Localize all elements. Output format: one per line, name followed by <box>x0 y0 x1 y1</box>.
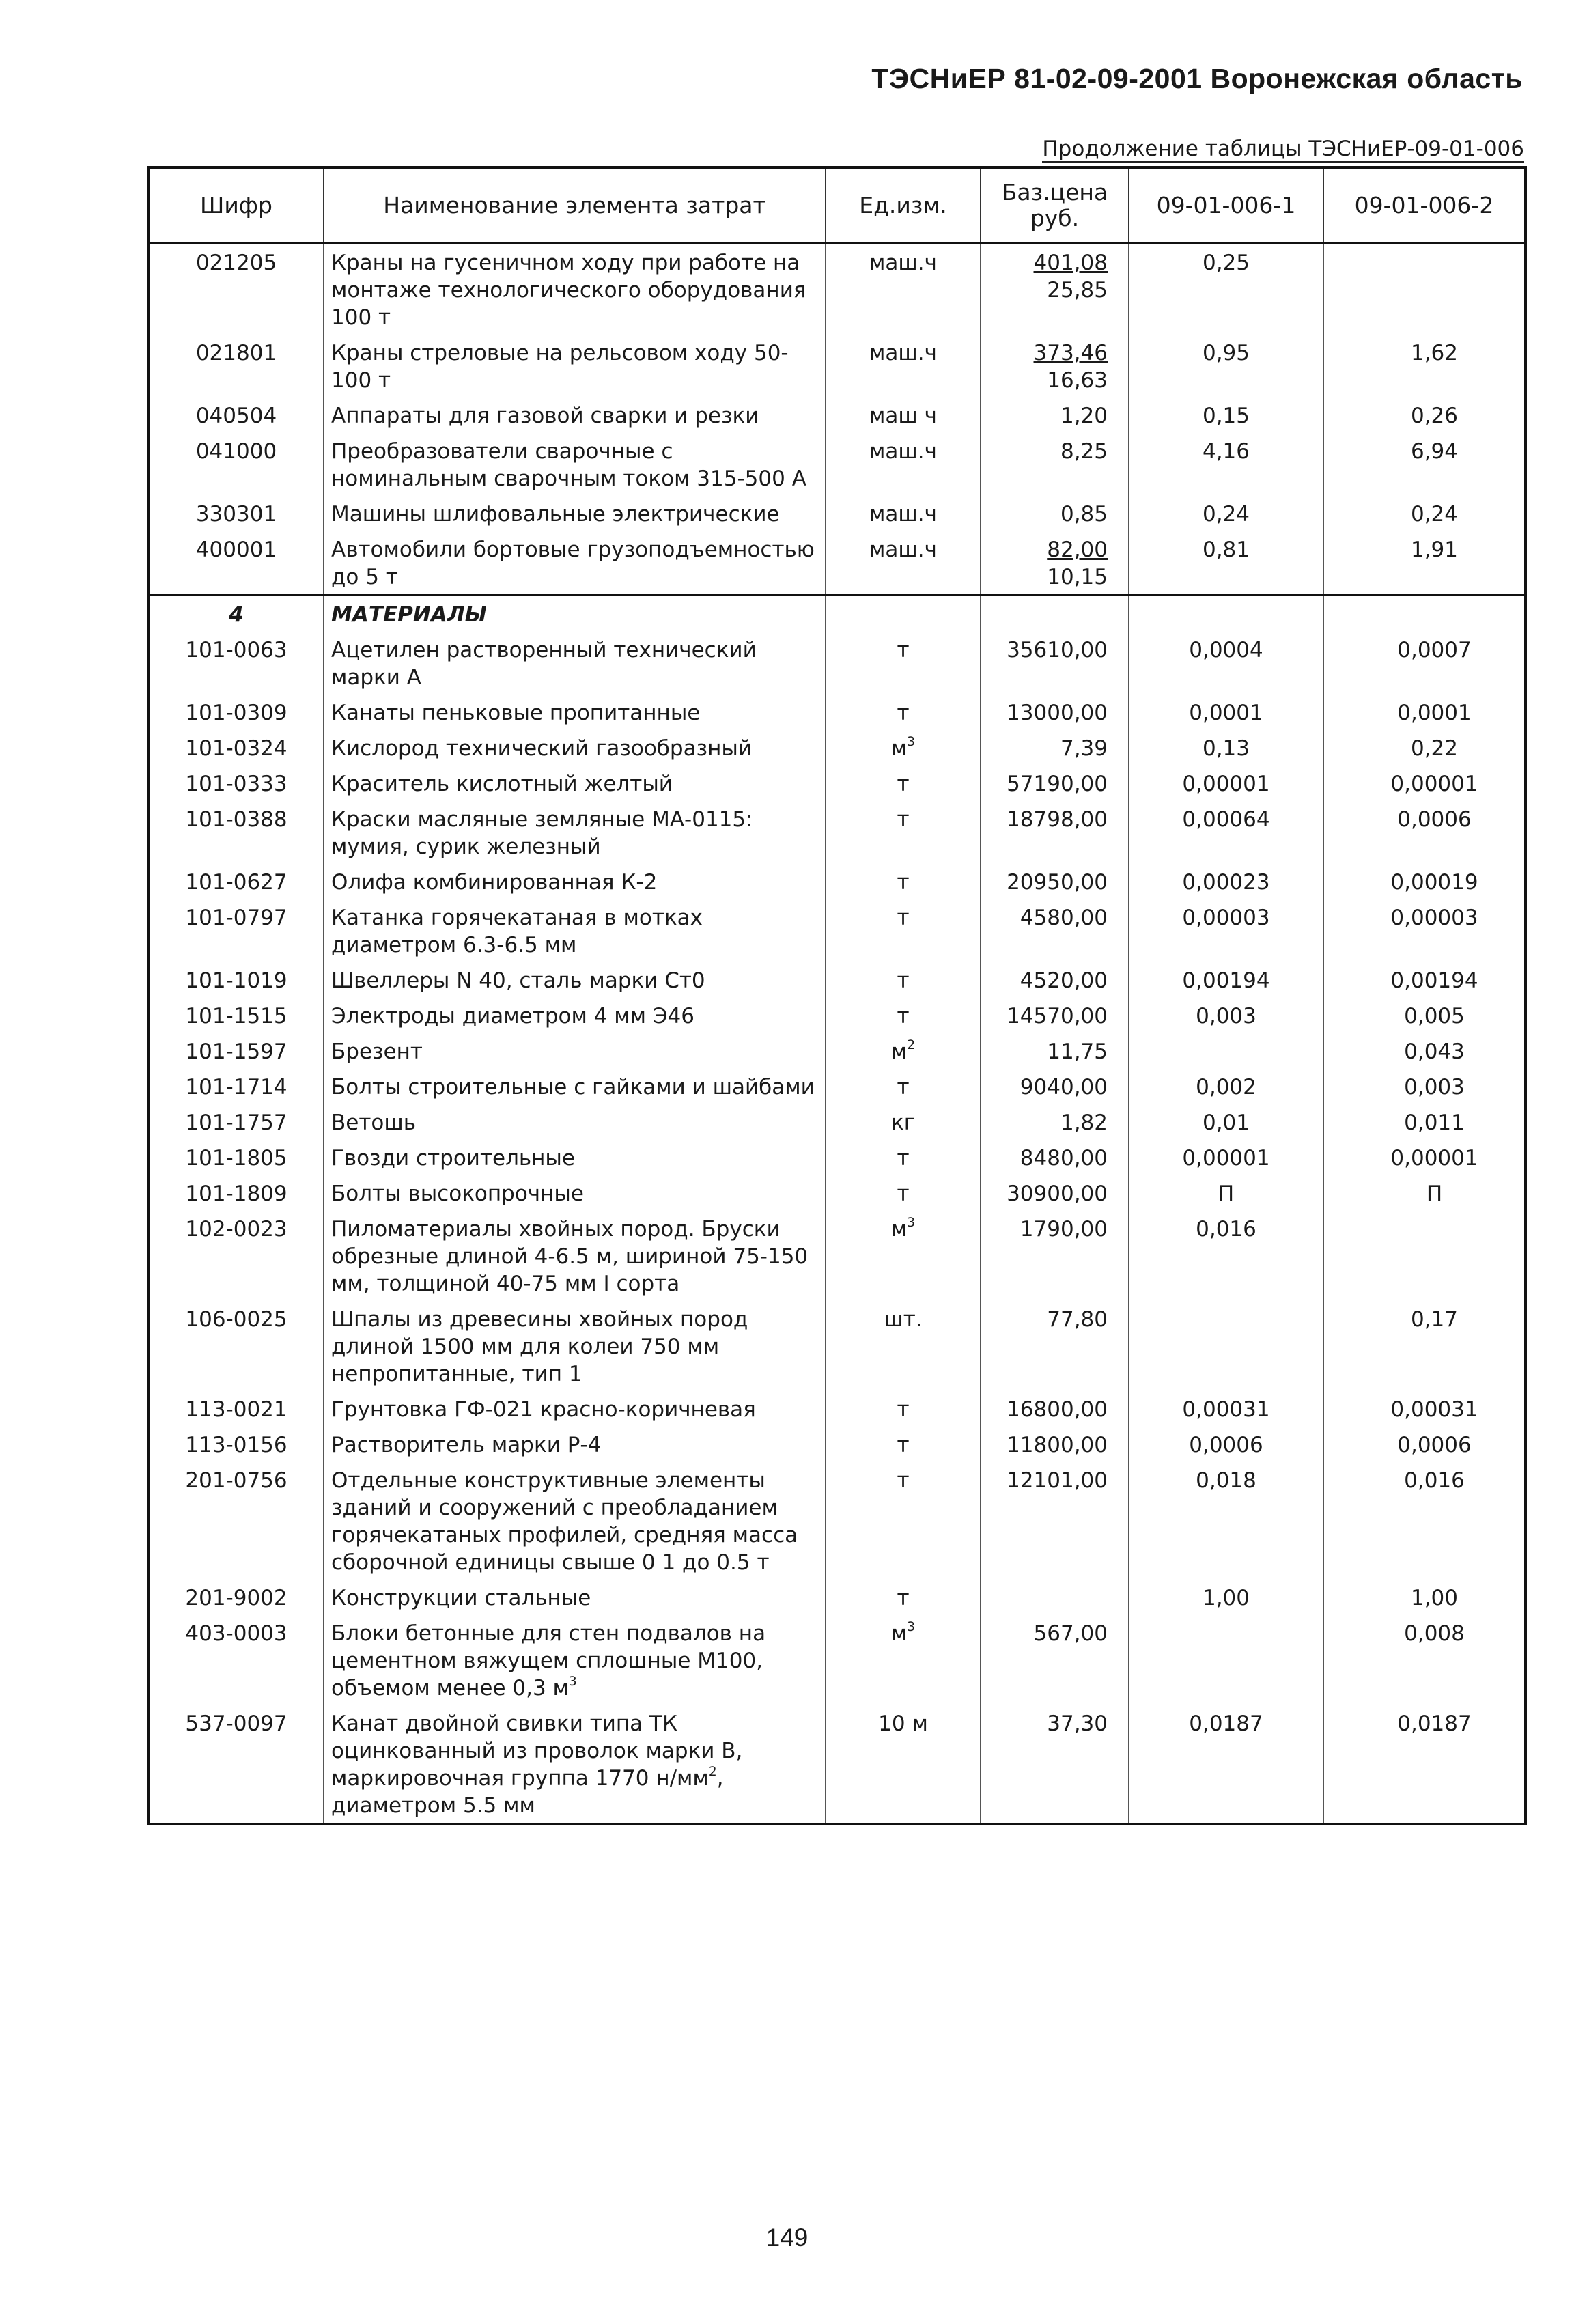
row-norm-1: 0,00023 <box>1129 864 1323 899</box>
row-norm-2: 0,003 <box>1323 1069 1526 1104</box>
row-name: Краны на гусеничном ходу при работе на монтаже технологического оборудования 100 т <box>324 243 826 335</box>
row-unit: $м^2$ <box>826 1033 981 1069</box>
row-code: 101-1597 <box>185 1039 287 1064</box>
row-code: 403-0003 <box>185 1621 287 1646</box>
row-norm-1: 0,00003 <box>1129 899 1323 962</box>
price-wage: 25,85 <box>1047 278 1108 303</box>
row-name: Гвозди строительные <box>324 1140 826 1175</box>
row-unit: т <box>826 998 981 1033</box>
row-norm-2: 1,00 <box>1323 1580 1526 1615</box>
row-unit: т <box>826 1175 981 1211</box>
section-title: МАТЕРИАЛЫ <box>324 596 826 632</box>
row-norm-2: 6,94 <box>1323 433 1526 496</box>
row-name: Кислород технический газообразный <box>324 730 826 766</box>
row-norm-1: 0,016 <box>1129 1211 1323 1301</box>
table-row <box>148 1462 1526 1580</box>
table-caption <box>819 137 1524 163</box>
row-norm-2: 0,016 <box>1323 1462 1526 1580</box>
row-norm-1: 0,0001 <box>1129 695 1323 730</box>
cost-table <box>147 166 1527 1825</box>
row-norm-2: 0,011 <box>1323 1104 1526 1140</box>
row-norm-1: 0,00031 <box>1129 1391 1323 1427</box>
row-price <box>981 335 1129 397</box>
row-code: 113-0021 <box>185 1397 287 1422</box>
row-unit: т <box>826 695 981 730</box>
row-price: 12101,00 <box>981 1462 1129 1580</box>
row-unit: т <box>826 801 981 864</box>
row-unit: т <box>826 864 981 899</box>
row-unit: маш.ч <box>826 496 981 531</box>
row-norm-2 <box>1323 1211 1526 1301</box>
row-code: 101-0324 <box>185 736 287 761</box>
row-norm-2: 1,62 <box>1323 335 1526 397</box>
table-row <box>148 1069 1526 1104</box>
row-price: 37,30 <box>981 1705 1129 1824</box>
row-unit: маш.ч <box>826 531 981 596</box>
row-norm-1: 0,13 <box>1129 730 1323 766</box>
row-norm-2: 0,0006 <box>1323 1427 1526 1462</box>
row-unit: т <box>826 1140 981 1175</box>
row-name: Пиломатериалы хвойных пород. Бруски обрезные длиной 4-6.5 м, шириной 75-150 мм, толщиной 40-75 мм I сорта <box>324 1211 826 1301</box>
col-header-name: Наименование элемента затрат <box>324 167 826 243</box>
section-number: 4 <box>229 602 244 627</box>
row-norm-2: 0,0006 <box>1323 801 1526 864</box>
row-norm-2: 0,00194 <box>1323 962 1526 998</box>
row-price: 1,82 <box>981 1104 1129 1140</box>
price-base: 82,00 <box>1047 537 1108 562</box>
price-base: 373,46 <box>1033 341 1108 365</box>
table-row <box>148 1580 1526 1615</box>
row-norm-1: 0,01 <box>1129 1104 1323 1140</box>
row-norm-1: 0,00001 <box>1129 1140 1323 1175</box>
table-row <box>148 1615 1526 1705</box>
col-header-price: Баз.цена руб. <box>981 167 1129 243</box>
table-header-row <box>148 167 1526 243</box>
table-row <box>148 962 1526 998</box>
table-row <box>148 998 1526 1033</box>
table-row <box>148 243 1526 335</box>
row-code: 101-0309 <box>185 701 287 725</box>
row-unit: т <box>826 1427 981 1462</box>
row-name: Брезент <box>324 1033 826 1069</box>
row-norm-1: 0,018 <box>1129 1462 1323 1580</box>
row-norm-2: 0,24 <box>1323 496 1526 531</box>
row-code: 101-1019 <box>185 968 287 993</box>
row-unit: маш.ч <box>826 243 981 335</box>
row-name: Отдельные конструктивные элементы зданий и сооружений с преобладанием горячекатаных профилей, средняя масса сборочной единицы свыше 0 1 до 0.5 т <box>324 1462 826 1580</box>
row-price: 30900,00 <box>981 1175 1129 1211</box>
row-code: 101-1757 <box>185 1110 287 1135</box>
page-number: 149 <box>765 2224 809 2252</box>
row-price: 77,80 <box>981 1301 1129 1391</box>
row-code: 041000 <box>195 439 277 464</box>
row-norm-1: 0,95 <box>1129 335 1323 397</box>
row-norm-2: П <box>1323 1175 1526 1211</box>
row-norm-2: 0,0187 <box>1323 1705 1526 1824</box>
row-norm-2: 0,0007 <box>1323 632 1526 695</box>
table-caption-text: Продолжение таблицы ТЭСНиЕР-09-01-006 <box>1042 137 1524 161</box>
row-price: 567,00 <box>981 1615 1129 1705</box>
row-norm-2: 1,91 <box>1323 531 1526 596</box>
table-row <box>148 695 1526 730</box>
row-name: Болты высокопрочные <box>324 1175 826 1211</box>
row-unit: кг <box>826 1104 981 1140</box>
row-unit: маш ч <box>826 397 981 433</box>
row-norm-2: 0,043 <box>1323 1033 1526 1069</box>
row-unit: шт. <box>826 1301 981 1391</box>
table-row <box>148 730 1526 766</box>
row-norm-2: 0,00001 <box>1323 766 1526 801</box>
row-price: 11,75 <box>981 1033 1129 1069</box>
row-price: 16800,00 <box>981 1391 1129 1427</box>
table-row <box>148 1175 1526 1211</box>
row-name: Краны стреловые на рельсовом ходу 50-100 т <box>324 335 826 397</box>
row-name: Растворитель марки Р-4 <box>324 1427 826 1462</box>
row-price: 4580,00 <box>981 899 1129 962</box>
table-row <box>148 766 1526 801</box>
row-price: 11800,00 <box>981 1427 1129 1462</box>
row-unit: т <box>826 1391 981 1427</box>
row-price: 4520,00 <box>981 962 1129 998</box>
table-row <box>148 1301 1526 1391</box>
row-norm-1: 0,24 <box>1129 496 1323 531</box>
row-price: 13000,00 <box>981 695 1129 730</box>
row-norm-2: 0,22 <box>1323 730 1526 766</box>
row-name: Блоки бетонные для стен подвалов на цементном вяжущем сплошные М100, объемом менее 0,3 $м^3$ <box>324 1615 826 1705</box>
row-norm-1: 0,0187 <box>1129 1705 1323 1824</box>
table-row <box>148 496 1526 531</box>
row-norm-1: 0,81 <box>1129 531 1323 596</box>
table-row <box>148 1033 1526 1069</box>
row-code: 101-1809 <box>185 1181 287 1206</box>
row-name: Электроды диаметром 4 мм Э46 <box>324 998 826 1033</box>
row-price <box>981 531 1129 596</box>
row-norm-1: 0,003 <box>1129 998 1323 1033</box>
row-norm-2: 0,00001 <box>1323 1140 1526 1175</box>
row-price: 9040,00 <box>981 1069 1129 1104</box>
row-unit: 10 м <box>826 1705 981 1824</box>
row-code: 021801 <box>195 341 277 365</box>
row-code: 021205 <box>195 251 277 275</box>
row-price: 8,25 <box>981 433 1129 496</box>
table-row <box>148 531 1526 596</box>
row-price: 0,85 <box>981 496 1129 531</box>
price-wage: 10,15 <box>1047 565 1108 589</box>
table-row <box>148 1427 1526 1462</box>
row-norm-1: 0,0004 <box>1129 632 1323 695</box>
row-norm-1 <box>1129 1301 1323 1391</box>
row-price: 1,20 <box>981 397 1129 433</box>
row-name: Аппараты для газовой сварки и резки <box>324 397 826 433</box>
row-price: 1790,00 <box>981 1211 1129 1301</box>
row-code: 102-0023 <box>185 1217 287 1242</box>
row-norm-1: 0,002 <box>1129 1069 1323 1104</box>
row-name: Краски масляные земляные МА-0115: мумия, сурик железный <box>324 801 826 864</box>
row-norm-1: П <box>1129 1175 1323 1211</box>
row-price <box>981 1580 1129 1615</box>
row-unit: маш.ч <box>826 335 981 397</box>
row-unit: т <box>826 766 981 801</box>
row-price: 35610,00 <box>981 632 1129 695</box>
row-norm-1: 0,00194 <box>1129 962 1323 998</box>
row-name: Шпалы из древесины хвойных пород длиной 1500 мм для колеи 750 мм непропитанные, тип 1 <box>324 1301 826 1391</box>
row-norm-1: 0,25 <box>1129 243 1323 335</box>
row-price: 8480,00 <box>981 1140 1129 1175</box>
row-norm-2: 0,00031 <box>1323 1391 1526 1427</box>
row-norm-1: 0,00064 <box>1129 801 1323 864</box>
row-price: 20950,00 <box>981 864 1129 899</box>
row-name: Машины шлифовальные электрические <box>324 496 826 531</box>
row-norm-1: 1,00 <box>1129 1580 1323 1615</box>
table-row <box>148 1705 1526 1824</box>
row-code: 101-0063 <box>185 638 287 662</box>
row-unit: т <box>826 1069 981 1104</box>
row-norm-1: 0,15 <box>1129 397 1323 433</box>
table-row <box>148 1391 1526 1427</box>
row-name: Преобразователи сварочные с номинальным сварочным током 315-500 А <box>324 433 826 496</box>
row-unit: т <box>826 962 981 998</box>
row-unit: маш.ч <box>826 433 981 496</box>
row-unit: т <box>826 1580 981 1615</box>
row-name: Канаты пеньковые пропитанные <box>324 695 826 730</box>
row-norm-2 <box>1323 243 1526 335</box>
row-code: 040504 <box>195 404 277 428</box>
row-unit: $м^3$ <box>826 1615 981 1705</box>
row-norm-1: 0,0006 <box>1129 1427 1323 1462</box>
col-header-norm-2: 09-01-006-2 <box>1323 167 1526 243</box>
table-row <box>148 1211 1526 1301</box>
row-code: 400001 <box>148 531 324 596</box>
table-row <box>148 632 1526 695</box>
row-code: 201-9002 <box>185 1586 287 1610</box>
row-norm-1 <box>1129 1615 1323 1705</box>
row-code: 101-0797 <box>185 906 287 930</box>
row-name: Автомобили бортовые грузоподъемностью до 5 т <box>324 531 826 596</box>
row-norm-1: 4,16 <box>1129 433 1323 496</box>
row-name: Краситель кислотный желтый <box>324 766 826 801</box>
col-header-unit: Ед.изм. <box>826 167 981 243</box>
row-code: 330301 <box>195 502 277 527</box>
row-code: 101-0627 <box>185 870 287 895</box>
table-row <box>148 801 1526 864</box>
row-code: 101-1714 <box>185 1075 287 1100</box>
price-wage: 16,63 <box>1047 368 1108 393</box>
row-unit: т <box>826 899 981 962</box>
row-unit: $м^3$ <box>826 1211 981 1301</box>
price-base: 401,08 <box>1033 251 1108 275</box>
row-name: Конструкции стальные <box>324 1580 826 1615</box>
row-name: Ветошь <box>324 1104 826 1140</box>
row-price <box>981 243 1129 335</box>
row-name: Олифа комбинированная К-2 <box>324 864 826 899</box>
row-name: Ацетилен растворенный технический марки А <box>324 632 826 695</box>
row-norm-2: 0,26 <box>1323 397 1526 433</box>
table-row <box>148 899 1526 962</box>
row-norm-2: 0,17 <box>1323 1301 1526 1391</box>
row-norm-2: 0,0001 <box>1323 695 1526 730</box>
section-row <box>148 596 1526 632</box>
row-code: 101-0333 <box>185 772 287 796</box>
table-row <box>148 864 1526 899</box>
row-name: Болты строительные с гайками и шайбами <box>324 1069 826 1104</box>
row-price: 14570,00 <box>981 998 1129 1033</box>
table-row <box>148 1104 1526 1140</box>
row-norm-2: 0,00019 <box>1323 864 1526 899</box>
row-norm-1: 0,00001 <box>1129 766 1323 801</box>
row-code: 201-0756 <box>185 1468 287 1493</box>
row-code: 101-1805 <box>185 1146 287 1171</box>
row-code: 101-1515 <box>185 1004 287 1028</box>
row-norm-2: 0,00003 <box>1323 899 1526 962</box>
row-price: 18798,00 <box>981 801 1129 864</box>
row-code: 537-0097 <box>185 1711 287 1736</box>
row-name: Швеллеры N 40, сталь марки Ст0 <box>324 962 826 998</box>
table-row <box>148 335 1526 397</box>
table-row <box>148 1140 1526 1175</box>
table-row <box>148 397 1526 433</box>
row-name: Канат двойной свивки типа ТК оцинкованный из проволок марки В, маркировочная группа 1770 $н/мм^2$, диаметром 5.5 мм <box>324 1705 826 1824</box>
row-price: 7,39 <box>981 730 1129 766</box>
row-unit: т <box>826 1462 981 1580</box>
row-unit: т <box>826 632 981 695</box>
row-norm-1 <box>1129 1033 1323 1069</box>
row-name: Катанка горячекатаная в мотках диаметром 6.3-6.5 мм <box>324 899 826 962</box>
col-header-norm-1: 09-01-006-1 <box>1129 167 1323 243</box>
row-code: 113-0156 <box>185 1433 287 1457</box>
row-norm-2: 0,005 <box>1323 998 1526 1033</box>
row-code: 101-0388 <box>185 807 287 832</box>
row-price: 57190,00 <box>981 766 1129 801</box>
row-code: 106-0025 <box>185 1307 287 1332</box>
col-header-code: Шифр <box>148 167 324 243</box>
row-unit: $м^3$ <box>826 730 981 766</box>
table-row <box>148 433 1526 496</box>
document-title: ТЭСНиЕР 81-02-09-2001 Воронежская область <box>871 63 1523 94</box>
row-name: Грунтовка ГФ-021 красно-коричневая <box>324 1391 826 1427</box>
row-norm-2: 0,008 <box>1323 1615 1526 1705</box>
